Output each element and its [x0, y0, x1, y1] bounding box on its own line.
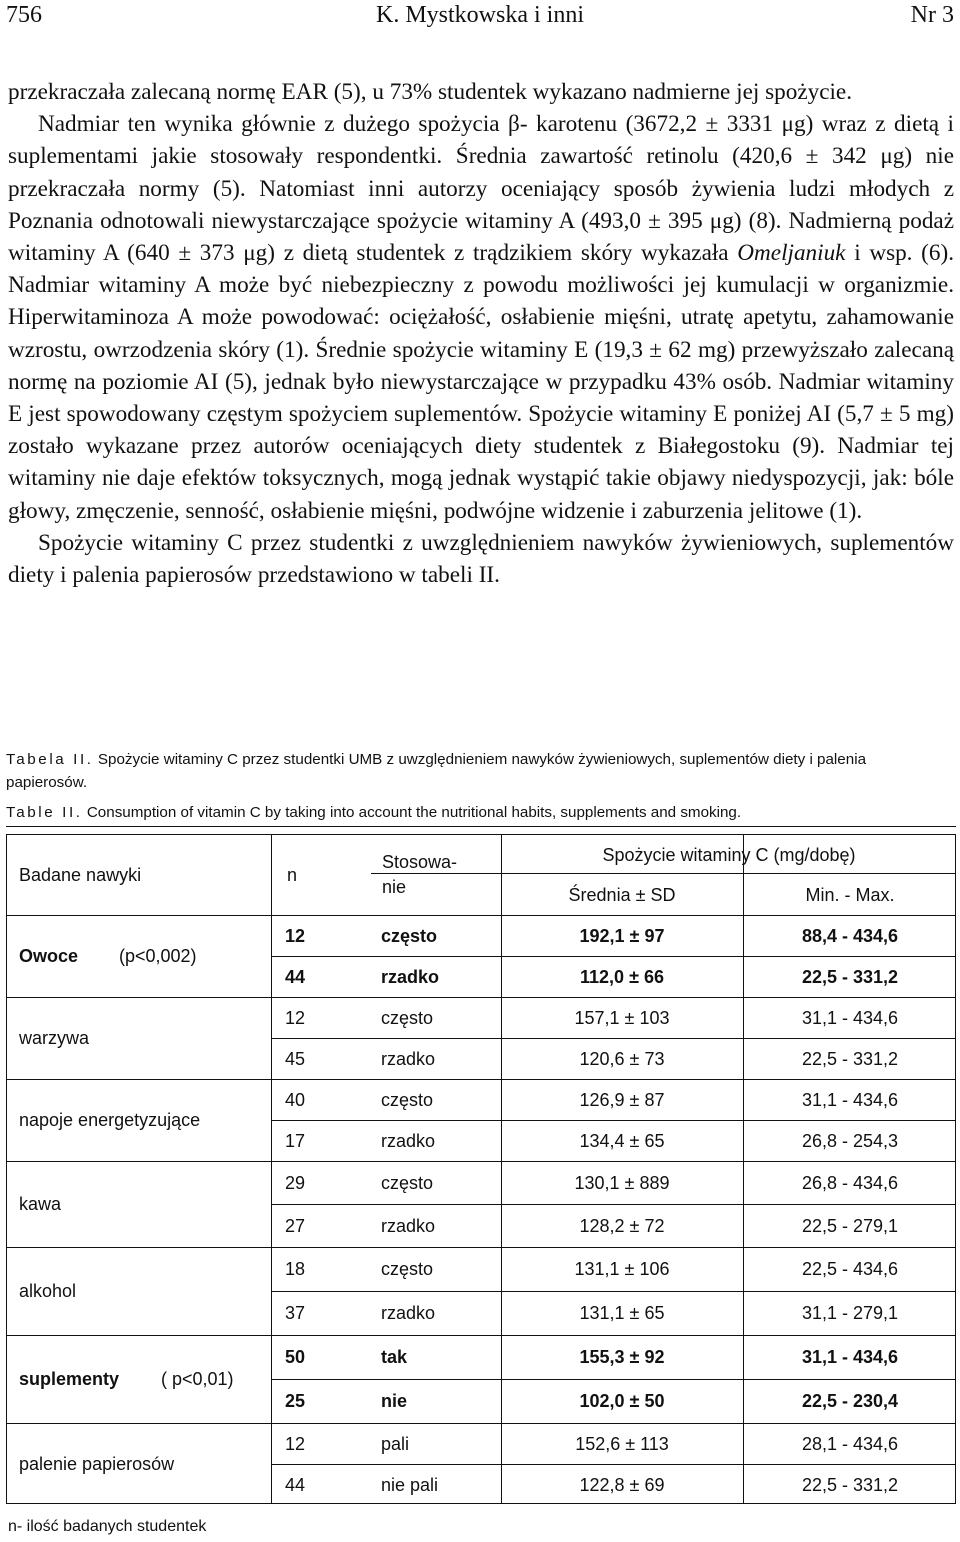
header-usage-line-1: Stosowa- [382, 852, 458, 872]
cell-mean-sd: 122,8 ± 69 [579, 1474, 665, 1495]
cell-min-max: 22,5 - 331,2 [801, 1474, 899, 1495]
caption-label-polish: Tabela II. [6, 751, 94, 768]
cell-usage: rzadko [381, 1303, 436, 1323]
caption-text-polish: Spożycie witaminy C przez studentki UMB z uwzględnieniem nawyków żywieniowych, suplementów diety i palenia papierosów. [6, 751, 867, 791]
cell-usage: nie [381, 1391, 408, 1411]
paragraph-1: przekraczała zalecaną normę EAR (5), u 73% studentek wykazano nadmierne jej spożycie. [8, 79, 853, 105]
cell-usage: rzadko [381, 1048, 436, 1069]
cell-mean-sd: 134,4 ± 65 [579, 1130, 665, 1151]
cell-n: 29 [285, 1172, 306, 1193]
group-divider [7, 1161, 955, 1162]
caption-divider [6, 826, 956, 827]
group-divider [7, 915, 955, 916]
group-label: kawa [19, 1194, 62, 1214]
caption-label-english: Table II. [6, 804, 83, 821]
cell-min-max: 22,5 - 331,2 [801, 1048, 899, 1069]
cell-usage: często [381, 1259, 434, 1279]
cell-n: 12 [285, 1433, 306, 1454]
cell-mean-sd: 155,3 ± 92 [579, 1347, 665, 1367]
cell-mean-sd: 130,1 ± 889 [574, 1172, 670, 1193]
group-divider [7, 1247, 955, 1248]
cell-n: 37 [285, 1303, 306, 1323]
cell-min-max: 22,5 - 279,1 [801, 1215, 899, 1236]
running-head-authors: K. Mystkowska i inni [375, 2, 584, 28]
cell-mean-sd: 126,9 ± 87 [579, 1089, 665, 1110]
cell-n: 18 [285, 1259, 306, 1279]
row-divider [271, 956, 955, 957]
group-divider [7, 1423, 955, 1424]
header-divider [371, 873, 955, 874]
cell-usage: często [381, 1007, 434, 1028]
body-text [8, 76, 954, 591]
header-min-max: Min. - Max. [805, 885, 895, 905]
issue-number: Nr 3 [910, 2, 954, 28]
row-divider [271, 1120, 955, 1121]
paragraph-3: Spożycie witaminy C przez studentki z uwzględnieniem nawyków żywieniowych, suplementów diety i palenia papierosów przedstawiono w tabeli II. [8, 529, 954, 589]
group-label: napoje energetyzujące [19, 1110, 201, 1130]
table-footnote: n- ilość badanych studentek [8, 1518, 207, 1535]
cell-n: 12 [285, 925, 306, 946]
cell-min-max: 88,4 - 434,6 [801, 925, 899, 946]
page-header [0, 0, 960, 36]
group-label: suplementy [19, 1369, 120, 1389]
cell-usage: często [381, 1172, 434, 1193]
cell-min-max: 31,1 - 434,6 [801, 1347, 899, 1367]
group-divider [7, 1335, 955, 1336]
cell-mean-sd: 131,1 ± 65 [579, 1303, 665, 1323]
group-label: palenie papierosów [19, 1454, 175, 1474]
row-divider [271, 1464, 955, 1465]
cell-usage: tak [381, 1347, 408, 1367]
cell-usage: często [381, 925, 438, 946]
header-mean-sd: Średnia ± SD [568, 885, 676, 905]
page-number: 756 [6, 2, 42, 28]
header-habits: Badane nawyki [19, 865, 142, 885]
paragraph-2-part-1: Nadmiar ten wynika głównie z dużego spożycia β- karotenu (3672,2 ± 3331 μg) wraz z dietą i suplementami jakie stosowały respondentki. Średnia zawartość retinolu (420,6 ± 342 μg) nie przekraczała normy (5). Natomiast inni autorzy oceniający sposób żywienia ludzi młodych z Poznania odnotowali niewystarczające spożycie witaminy A (493,0 ± 395 μg) (8). Nadmierną podaż witaminy A (640 ± 373 μg) z dietą studentek z trądzikiem skóry wykazała [8, 111, 954, 267]
cell-min-max: 26,8 - 434,6 [801, 1172, 899, 1193]
column-divider [271, 835, 272, 1503]
cell-n: 40 [285, 1089, 306, 1110]
cell-n: 27 [285, 1215, 306, 1236]
cell-min-max: 31,1 - 279,1 [801, 1303, 899, 1323]
cell-mean-sd: 102,0 ± 50 [579, 1391, 665, 1411]
group-p-value: (p<0,002) [119, 946, 197, 966]
paragraph-2 [8, 108, 954, 527]
cell-usage: często [381, 1089, 434, 1110]
group-label: Owoce [19, 946, 79, 966]
row-divider [271, 1291, 955, 1292]
cell-min-max: 28,1 - 434,6 [801, 1433, 899, 1454]
cell-n: 44 [285, 966, 306, 987]
cell-usage: rzadko [381, 966, 440, 987]
paragraph-2-part-2: i wsp. (6). Nadmiar witaminy A może być niebezpieczny z powodu możliwości jej kumulacji w organizmie. Hiperwitaminoza A może powodować: ociężałość, osłabienie mięśni, utratę apetytu, zahamowanie wzrostu, owrzodzenia skóry (1). Średnie spożycie witaminy E (19,3 ± 62 mg) przewyższało zalecaną normę na poziomie AI (5), jednak było niewystarczające w przypadku 43% osób. Nadmiar witaminy E jest spowodowany częstym spożyciem suplementów. Spożycie witaminy E poniżej AI (5,7 ± 5 mg) zostało wykazane przez autorów oceniających diety studentek z Białegostoku (9). Nadmiar tej witaminy nie daje efektów toksycznych, mogą jednak wystąpić takie objawy niedyspozycji, jak: bóle głowy, zmęczenie, senność, osłabienie mięśni, podwójne widzenie i zaburzenia jelitowe (1). [8, 240, 955, 524]
cell-mean-sd: 120,6 ± 73 [579, 1048, 665, 1069]
row-divider [271, 1204, 955, 1205]
header-n: n [287, 865, 298, 885]
cell-min-max: 26,8 - 254,3 [801, 1130, 899, 1151]
cell-usage: nie pali [381, 1474, 439, 1495]
cell-min-max: 22,5 - 434,6 [801, 1259, 899, 1279]
header-intake: Spożycie witaminy C (mg/dobę) [602, 845, 856, 865]
group-divider [7, 997, 955, 998]
cell-mean-sd: 152,6 ± 113 [575, 1433, 669, 1454]
cell-usage: rzadko [381, 1130, 436, 1151]
cell-min-max: 22,5 - 331,2 [801, 966, 899, 987]
row-divider [271, 1038, 955, 1039]
cell-min-max: 31,1 - 434,6 [801, 1089, 899, 1110]
cell-usage: pali [381, 1433, 410, 1454]
cell-n: 25 [285, 1391, 306, 1411]
cell-min-max: 31,1 - 434,6 [801, 1007, 899, 1028]
cell-n: 50 [285, 1347, 306, 1367]
vitamin-c-table [6, 834, 956, 1504]
group-label: alkohol [19, 1281, 77, 1301]
cell-mean-sd: 157,1 ± 103 [574, 1007, 670, 1028]
cell-mean-sd: 131,1 ± 106 [574, 1259, 670, 1279]
cell-min-max: 22,5 - 230,4 [801, 1391, 899, 1411]
cell-n: 44 [285, 1474, 306, 1495]
group-p-value: ( p<0,01) [161, 1369, 234, 1389]
cell-mean-sd: 112,0 ± 66 [580, 966, 664, 987]
cited-author: Omeljaniuk [737, 240, 846, 267]
header-usage-line-2: nie [382, 877, 407, 897]
cell-n: 45 [285, 1048, 306, 1069]
group-label: warzywa [19, 1028, 90, 1048]
caption-text-english: Consumption of vitamin C by taking into account the nutritional habits, supplements and smoking. [86, 804, 742, 821]
cell-n: 12 [285, 1007, 306, 1028]
table-caption-english [6, 801, 946, 824]
cell-usage: rzadko [381, 1215, 436, 1236]
cell-mean-sd: 128,2 ± 72 [579, 1215, 665, 1236]
group-divider [7, 1079, 955, 1080]
cell-n: 17 [285, 1130, 306, 1151]
cell-mean-sd: 192,1 ± 97 [579, 925, 665, 946]
row-divider [271, 1379, 955, 1380]
table-caption-polish [6, 748, 946, 794]
